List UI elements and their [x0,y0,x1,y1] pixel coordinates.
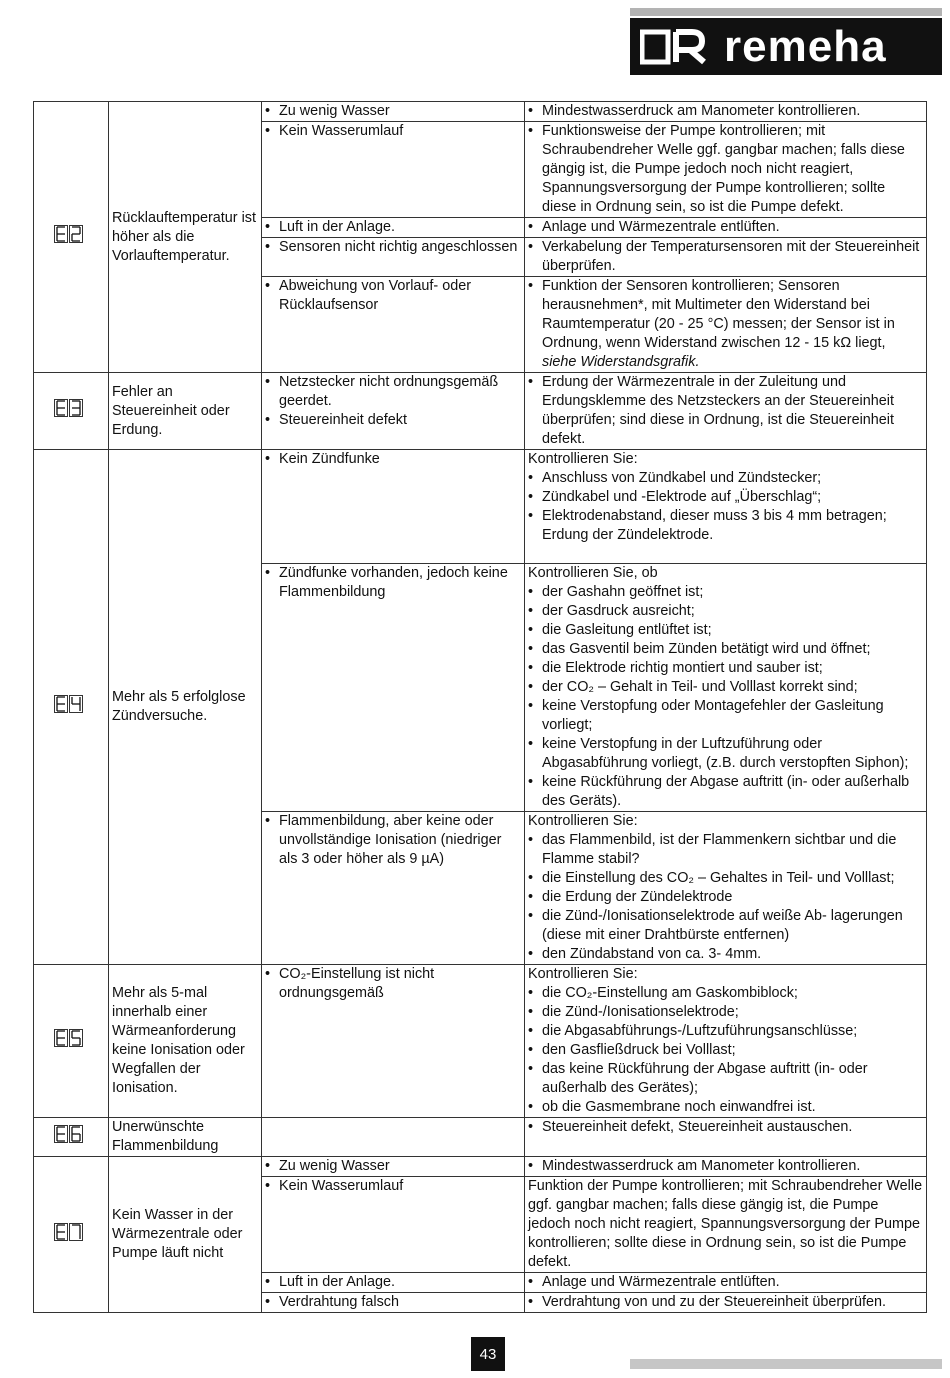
remedy-item: • Funktionsweise der Pumpe kontrollieren; mit Schraubendreher Welle ggf. gangbar machen; falls diese gängig ist, die Pumpe jedoch noch nicht reagiert, Spannungsversorgung der Pumpe kontrollieren; sollte diese in Ordnung sein, so ist die Pumpe defekt. [528,122,923,217]
remedy-intro: Kontrollieren Sie: [528,451,638,467]
remedy-cell [525,373,927,450]
error-description-cell [109,373,262,450]
error-description: Unerwünschte Flammenbildung [112,1119,219,1154]
footer-bar [630,1359,942,1369]
remedy-item: • Anlage und Wärmezentrale entlüften. [528,218,923,237]
remedy-item: • die Abgasabführungs-/Luftzuführungsanschlüsse; [528,1022,923,1041]
remedy-item: • das Gasventil beim Zünden betätigt wird und öffnet; [528,640,923,659]
cause-item: • Verdrahtung falsch [265,1293,521,1312]
remedy-intro: Kontrollieren Sie: [528,966,638,982]
remedy-item: • das keine Rückführung der Abgase auftritt (in- oder außerhalb des Gerätes); [528,1060,923,1098]
remedy-cell [525,1177,927,1273]
cause-item: • CO₂-Einstellung ist nicht ordnungsgemäß [265,965,521,1003]
remedy-item: • ob die Gasmembrane noch einwandfrei ist. [528,1098,923,1117]
cause-cell [262,277,525,373]
error-code-display-icon [54,399,83,417]
remedy-item: • die Zünd-/Ionisationselektrode auf weiße Ab- lagerungen (diese mit einer Drahtbürste entfernen) [528,907,923,945]
cause-cell [262,122,525,218]
error-code-cell [34,373,109,450]
error-code-display-icon [54,1223,83,1241]
cause-cell [262,1118,525,1157]
cause-item: • Luft in der Anlage. [265,1273,521,1292]
remedy-intro: Kontrollieren Sie: [528,813,638,829]
error-code-cell [34,450,109,965]
cause-cell [262,450,525,564]
remedy-item: • Mindestwasserdruck am Manometer kontrollieren. [528,1157,923,1176]
remedy-item: • der Gasdruck ausreicht; [528,602,923,621]
remedy-item: • die Elektrode richtig montiert und sauber ist; [528,659,923,678]
remedy-reference: siehe Widerstandsgrafik. [542,354,700,370]
error-description-cell [109,965,262,1118]
page-number: 43 [471,1337,505,1371]
error-description: Fehler an Steuereinheit oder Erdung. [112,383,230,438]
remedy-item: • Mindestwasserdruck am Manometer kontrollieren. [528,102,923,121]
table-row [34,1118,927,1157]
table-row [34,965,927,1118]
remedy-cell [525,122,927,218]
remeha-mark-icon [640,29,710,65]
remedy-item: • Elektrodenabstand, dieser muss 3 bis 4 mm betragen; Erdung der Zündelektrode. [528,507,923,545]
cause-item: • Zu wenig Wasser [265,102,521,121]
table-row [34,450,927,564]
cause-item: • Sensoren nicht richtig angeschlossen [265,238,521,257]
error-description: Mehr als 5 erfolglose Zündversuche. [112,689,246,724]
cause-cell [262,564,525,812]
remedy-cell [525,1293,927,1313]
remedy-item: • die Einstellung des CO₂ – Gehaltes in Teil- und Volllast; [528,869,923,888]
cause-item: • Flammenbildung, aber keine oder unvollständige Ionisation (niedriger als 3 oder höher als 9 µA) [265,812,521,869]
cause-item: • Netzstecker nicht ordnungsgemäß geerdet. [265,373,521,411]
remedy-intro: Funktion der Pumpe kontrollieren; mit Schraubendreher Welle ggf. gangbar machen; falls diese gängig ist, die Pumpe jedoch noch nicht reagiert, Spannungsversorgung der Pumpe kontrollieren; sollte diese in Ordnung sein, so ist die Pumpe defekt. [528,1178,923,1270]
error-code-cell [34,1118,109,1157]
remedy-item: • Verkabelung der Temperatursensoren mit der Steuereinheit überprüfen. [528,238,923,276]
remedy-item: • der Gashahn geöffnet ist; [528,583,923,602]
cause-cell [262,1273,525,1293]
error-code-cell [34,1157,109,1313]
remedy-item: • Steuereinheit defekt, Steuereinheit austauschen. [528,1118,923,1137]
remedy-item: • die Gasleitung entlüftet ist; [528,621,923,640]
brand-logo [630,18,942,75]
remedy-item: • die CO₂-Einstellung am Gaskombiblock; [528,984,923,1003]
table-row [34,373,927,450]
table-row [34,1157,927,1177]
remedy-cell [525,102,927,122]
error-code-display-icon [54,1125,83,1143]
cause-cell [262,1177,525,1273]
remedy-cell [525,564,927,812]
cause-item: • Kein Zündfunke [265,450,521,469]
cause-cell [262,1293,525,1313]
error-description: Mehr als 5-mal innerhalb einer Wärmeanforderung keine Ionisation oder Wegfallen der Ionisation. [112,985,245,1096]
error-description: Kein Wasser in der Wärmezentrale oder Pumpe läuft nicht [112,1207,243,1261]
error-description-cell [109,1118,262,1157]
remedy-item: • Funktion der Sensoren kontrollieren; Sensoren herausnehmen*, mit Multimeter den Widerstand bei Raumtemperatur (20 - 25 °C) messen; der Sensor ist in Ordnung, wenn Widerstand zwischen 12 - 15 kΩ liegt, [528,277,923,353]
remedy-cell [525,1157,927,1177]
cause-item: • Zu wenig Wasser [265,1157,521,1176]
remedy-item: • das Flammenbild, ist der Flammenkern sichtbar und die Flamme stabil? [528,831,923,869]
cause-item: • Abweichung von Vorlauf- oder Rücklaufsensor [265,277,521,315]
remedy-item: • Zündkabel und -Elektrode auf „Überschlag“; [528,488,923,507]
remedy-cell [525,812,927,965]
remedy-item: • keine Verstopfung oder Montagefehler der Gasleitung vorliegt; [528,697,923,735]
error-description-cell [109,1157,262,1313]
header-top-bar [630,8,942,16]
error-description-cell [109,102,262,373]
remedy-cell [525,218,927,238]
cause-item: • Kein Wasserumlauf [265,1177,521,1196]
remedy-cell [525,238,927,277]
remedy-item: • die Zünd-/Ionisationselektrode; [528,1003,923,1022]
remedy-item: • den Zündabstand von ca. 3- 4mm. [528,945,923,964]
cause-cell [262,812,525,965]
remedy-cell [525,277,927,373]
table-row [34,102,927,122]
remedy-item: • keine Verstopfung in der Luftzuführung oder Abgasabführung vorliegt, (z.B. durch verstopften Siphon); [528,735,923,773]
cause-cell [262,238,525,277]
cause-cell [262,1157,525,1177]
brand-name: remeha [724,21,887,71]
remedy-item: • den Gasfließdruck bei Volllast; [528,1041,923,1060]
error-description-cell [109,450,262,965]
remedy-item: • Anlage und Wärmezentrale entlüften. [528,1273,923,1292]
remedy-cell [525,1118,927,1157]
cause-item: • Steuereinheit defekt [265,411,521,430]
cause-cell [262,218,525,238]
remedy-cell [525,450,927,564]
error-code-display-icon [54,695,83,713]
cause-item: • Zündfunke vorhanden, jedoch keine Flammenbildung [265,564,521,602]
cause-cell [262,373,525,450]
cause-cell [262,102,525,122]
remedy-item: • Erdung der Wärmezentrale in der Zuleitung und Erdungsklemme des Netzsteckers an der Steuereinheit überprüfen; sind diese in Ordnung, ist die Steuereinheit defekt. [528,373,923,449]
remedy-cell [525,1273,927,1293]
remedy-item: • Anschluss von Zündkabel und Zündstecker; [528,469,923,488]
error-code-cell [34,965,109,1118]
error-description: Rücklauftemperatur ist höher als die Vorlauftemperatur. [112,209,256,264]
remedy-item: • die Erdung der Zündelektrode [528,888,923,907]
error-code-display-icon [54,225,83,243]
cause-item: • Kein Wasserumlauf [265,122,521,141]
error-code-display-icon [54,1029,83,1047]
remedy-cell [525,965,927,1118]
remedy-intro: Kontrollieren Sie, ob [528,565,658,581]
remedy-item: • der CO₂ – Gehalt in Teil- und Volllast korrekt sind; [528,678,923,697]
remedy-item: • Verdrahtung von und zu der Steuereinheit überprüfen. [528,1293,923,1312]
remedy-item: • keine Rückführung der Abgase auftritt (in- oder außerhalb des Geräts). [528,773,923,811]
cause-item: • Luft in der Anlage. [265,218,521,237]
cause-cell [262,965,525,1118]
error-code-table [33,101,927,1313]
error-code-cell [34,102,109,373]
